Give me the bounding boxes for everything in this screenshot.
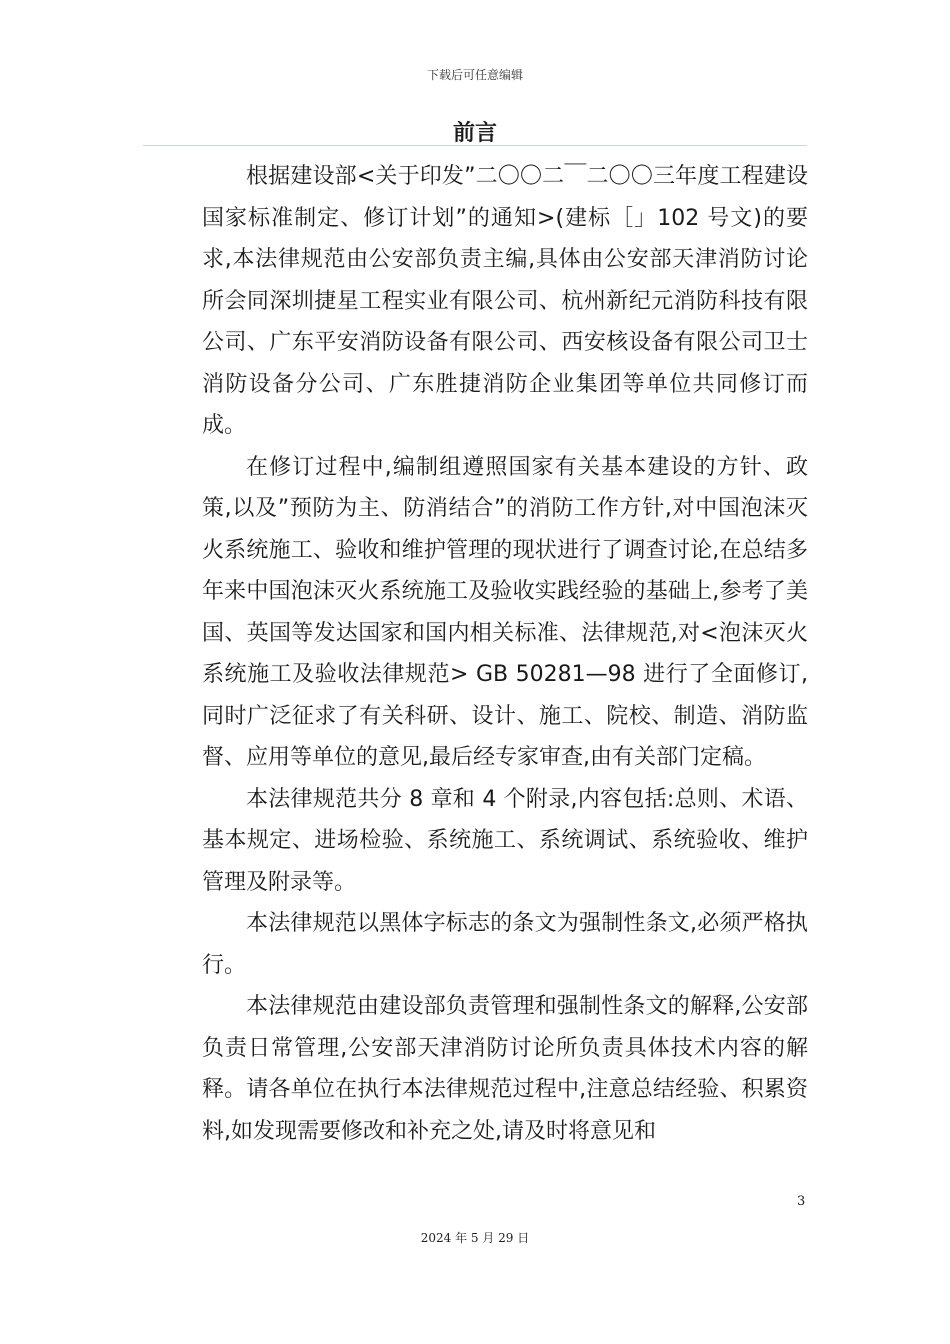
- page-title: 前言: [452, 121, 497, 146]
- paragraph-1: [202, 156, 808, 447]
- paragraph-text: 本法律规范以黑体字标志的条文为强制性条文,必须严格执行。: [202, 911, 808, 978]
- paragraph-3: [202, 779, 808, 904]
- paragraph-text: 本法律规范由建设部负责管理和强制性条文的解释,公安部负责日常管理,公安部天津消防讨论所负责具体技术内容的解释。请各单位在执行本法律规范过程中,注意总结经验、积累资料,如发现需要修改和补充之处,请及时将意见和: [202, 994, 808, 1144]
- page-number: 3: [797, 1194, 806, 1209]
- paragraph-2: [202, 447, 808, 779]
- paragraph-text: 根据建设部<关于印发”二〇〇二￣二〇〇三年度工程建设国家标准制定、修订计划”的通知>(建标［」102 号文)的要求,本法律规范由公安部负责主编,具体由公安部天津消防讨论所会同深圳捷星工程实业有限公司、杭州新纪元消防科技有限公司、广东平安消防设备有限公司、西安核设备有限公司卫士消防设备分公司、广东胜捷消防企业集团等单位共同修订而成。: [202, 164, 808, 438]
- paragraph-text: 本法律规范共分 8 章和 4 个附录,内容包括:总则、术语、基本规定、进场检验、系统施工、系统调试、系统验收、维护管理及附录等。: [202, 786, 808, 895]
- paragraph-5: [202, 986, 808, 1152]
- paragraph-text: 在修订过程中,编制组遵照国家有关基本建设的方针、政策,以及”预防为主、防消结合”的消防工作方针,对中国泡沫灭火系统施工、验收和维护管理的现状进行了调查讨论,在总结多年来中国泡沫灭火系统施工及验收实践经验的基础上,参考了美国、英国等发达国家和国内相关标准、法律规范,对<泡沫灭火系统施工及验收法律规范> GB 50281—98 进行了全面修订,同时广泛征求了有关科研、设计、施工、院校、制造、消防监督、应用等单位的意见,最后经专家审查,由有关部门定稿。: [202, 454, 808, 770]
- paragraph-4: [202, 903, 808, 986]
- page-footer-date: 2024 年 5 月 29 日: [420, 1231, 530, 1245]
- page-header: 下载后可任意编辑: [426, 68, 523, 82]
- title-underline: [143, 145, 807, 146]
- document-body: [202, 156, 808, 1152]
